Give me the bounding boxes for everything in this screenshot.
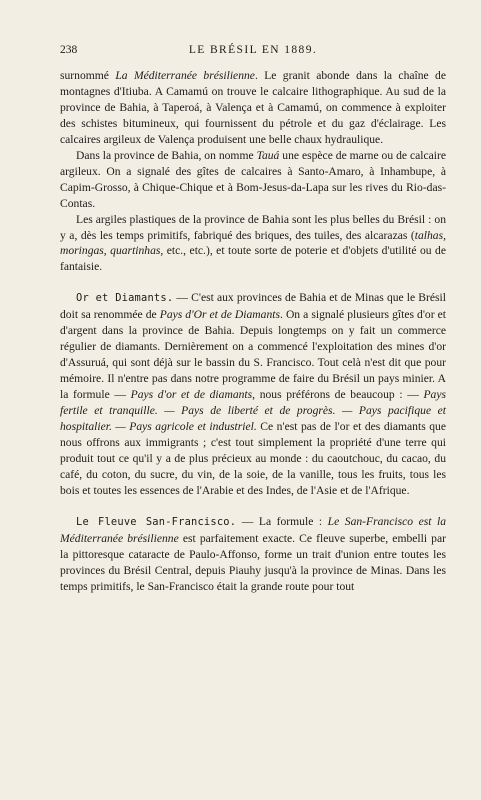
text-run: Dans la province de Bahia, on nomme	[76, 148, 257, 162]
text-run: surnommé	[60, 69, 116, 82]
italic-text: Le San-Francisco est la Méditerranée brésilienne	[60, 514, 446, 545]
text-run: — La formule :	[236, 514, 328, 528]
section-paragraph-san-francisco	[60, 514, 446, 595]
page-header	[60, 44, 446, 60]
paragraph	[60, 148, 446, 212]
text-run: une espèce de marne ou de calcaire argileux. On a signalé des gîtes de calcaires à Santo-Amaro, à Inhambupe, à Capim-Grosso, à Chique-Chique et à Bom-Jesus-da-Lapa sur les rives du Rio-das-Contas.	[60, 148, 446, 210]
italic-text: Pays fertile et tranquille. — Pays de liberté et de progrès. — Pays pacifique et hospitalier. — Pays agricole et industriel.	[60, 388, 446, 434]
section-paragraph-or-et-diamants	[60, 290, 446, 498]
running-head: LE BRÉSIL EN 1889.	[188, 44, 318, 56]
section-heading: Le Fleuve San-Francisco.	[76, 515, 237, 528]
page-number: 238	[60, 44, 78, 56]
text-run: Les argiles plastiques de la province de Bahia sont les plus belles du Brésil : on y a, dès les temps primitifs, fabriqué des briques, des tuiles, des alcarazas (	[60, 212, 446, 242]
section-heading: Or et Diamants.	[76, 292, 174, 305]
italic-text: La Méditerranée brésilienne	[115, 69, 255, 82]
text-run: , nous préférons de beaucoup : —	[252, 388, 424, 402]
text-run: Ce n'est pas de l'or et des diamants que nous offrons aux immigrants ; c'est tout simplement la propriété d'une terre qui produit tout ce qu'il y a de plus précieux au monde : du caoutchouc, du cacao, du café, du coton, du sucre, du vin, de la soie, de la vanille, tous les fruits, tous les bois et toutes les essences de l'Arabie et des Indes, de l'Asie et de l'Afrique.	[60, 420, 446, 497]
text-run: etc., etc.), et toute sorte de poterie et d'objets d'utilité ou de fantaisie.	[60, 244, 446, 274]
text-run: . Le granit abonde dans la chaîne de montagnes d'Itiuba. A Camamú on trouve le calcaire lithographique. Au sud de la province de Bahia, à Taperoá, à Valença et à Camamú, on commence à exploiter des schistes bitumineux, qui fournissent du pétrole et du gaz d'éclairage. Les calcaires argileux de Valença produisent une belle chaux hydraulique.	[60, 69, 447, 146]
body-text	[60, 68, 446, 595]
text-run: — C'est aux provinces de Bahia et de Minas que le Brésil doit sa renommée de	[60, 291, 446, 322]
italic-text: talhas, moringas, quartinhas,	[60, 228, 446, 258]
italic-text: Pays d'or et de diamants	[130, 388, 253, 402]
text-run: . On a signalé plusieurs gîtes d'or et d'argent dans la province de Bahia. Depuis longtemps on y fait un commerce régulier de diamants. Dernièrement on a commencé l'exploitation des mines d'or d'Assuruá, qui sont déjà sur le bassin du S. Francisco. Tout celà n'est dit que pour mémoire. Il n'entre pas dans notre programme de faire du Brésil un pays minier. A la formule —	[60, 308, 446, 402]
italic-text: Pays d'Or et de Diamants	[159, 308, 280, 322]
text-run: est parfaitement exacte. Ce fleuve superbe, embelli par la pittoresque cataracte de Paulo-Affonso, forme un trait d'union entre toutes les provinces du Brésil Central, depuis Piauhy jusqu'à la province de Minas. Dans les temps primitifs, le San-Francisco était la grande route pour tout	[60, 531, 446, 593]
italic-text: Tauá	[256, 148, 280, 162]
paragraph	[60, 68, 446, 148]
paragraph	[60, 212, 446, 276]
